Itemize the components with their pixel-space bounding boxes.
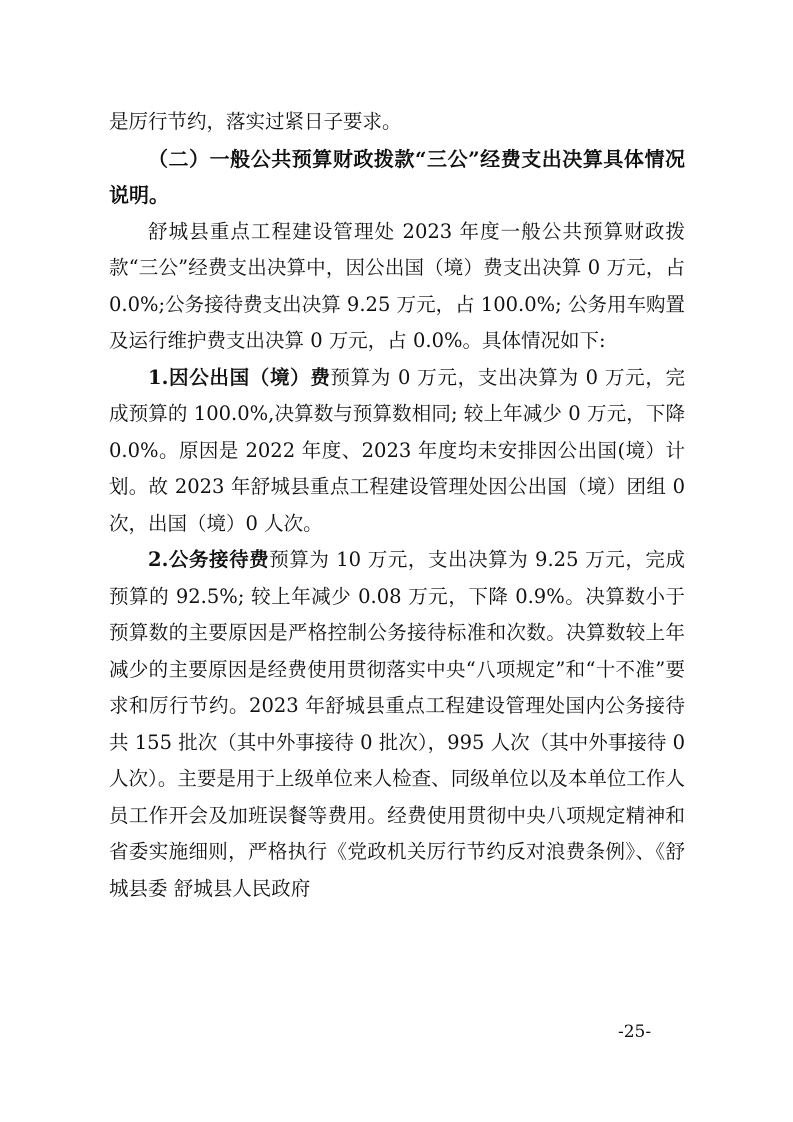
document-body	[109, 104, 685, 907]
item-2-title: 2.公务接待费	[148, 548, 270, 571]
section-heading: （二）一般公共预算财政拨款“三公”经费支出决算具体情况说明。	[109, 146, 685, 207]
paragraph-item-1	[109, 360, 685, 543]
paragraph-item-2	[109, 542, 685, 907]
paragraph-summary: 舒城县重点工程建设管理处 2023 年度一般公共预算财政拨款“三公”经费支出决算中，因公出国（境）费支出决算 0 万元，占 0.0%;公务接待费支出决算 9.25 万元，占 100.0%; 公务用车购置及运行维护费支出决算 0 万元，占 0.0%。具体情况如下:	[109, 219, 685, 352]
item-1-body: 预算为 0 万元，支出决算为 0 万元，完成预算的 100.0%,决算数与预算数相同; 较上年减少 0 万元，下降 0.0%。原因是 2022 年度、2023 年度均未安排因公出国(境）计划。故 2023 年舒城县重点工程建设管理处因公出国（境）团组 0 次，出国（境）0 人次。	[109, 365, 686, 535]
paragraph-continuation: 是厉行节约，落实过紧日子要求。	[109, 110, 402, 133]
page-number: -25-	[618, 1022, 652, 1042]
item-2-body: 预算为 10 万元，支出决算为 9.25 万元，完成预算的 92.5%; 较上年减少 0.08 万元，下降 0.9%。决算数小于预算数的主要原因是严格控制公务接待标准和次数。决算数较上年减少的主要原因是经费使用贯彻落实中央“八项规定”和“十不准”要求和厉行节约。2023 年舒城县重点工程建设管理处国内公务接待共 155 批次（其中外事接待 0 批次），995 人次（其中外事接待 0 人次）。主要是用于上级单位来人检查、同级单位以及本单位工作人员工作开会及加班误餐等费用。经费使用贯彻中央八项规定精神和省委实施细则，严格执行《党政机关厉行节约反对浪费条例》、《舒城县委 舒城县人民政府	[109, 548, 685, 900]
item-1-title: 1.因公出国（境）费	[148, 365, 331, 389]
